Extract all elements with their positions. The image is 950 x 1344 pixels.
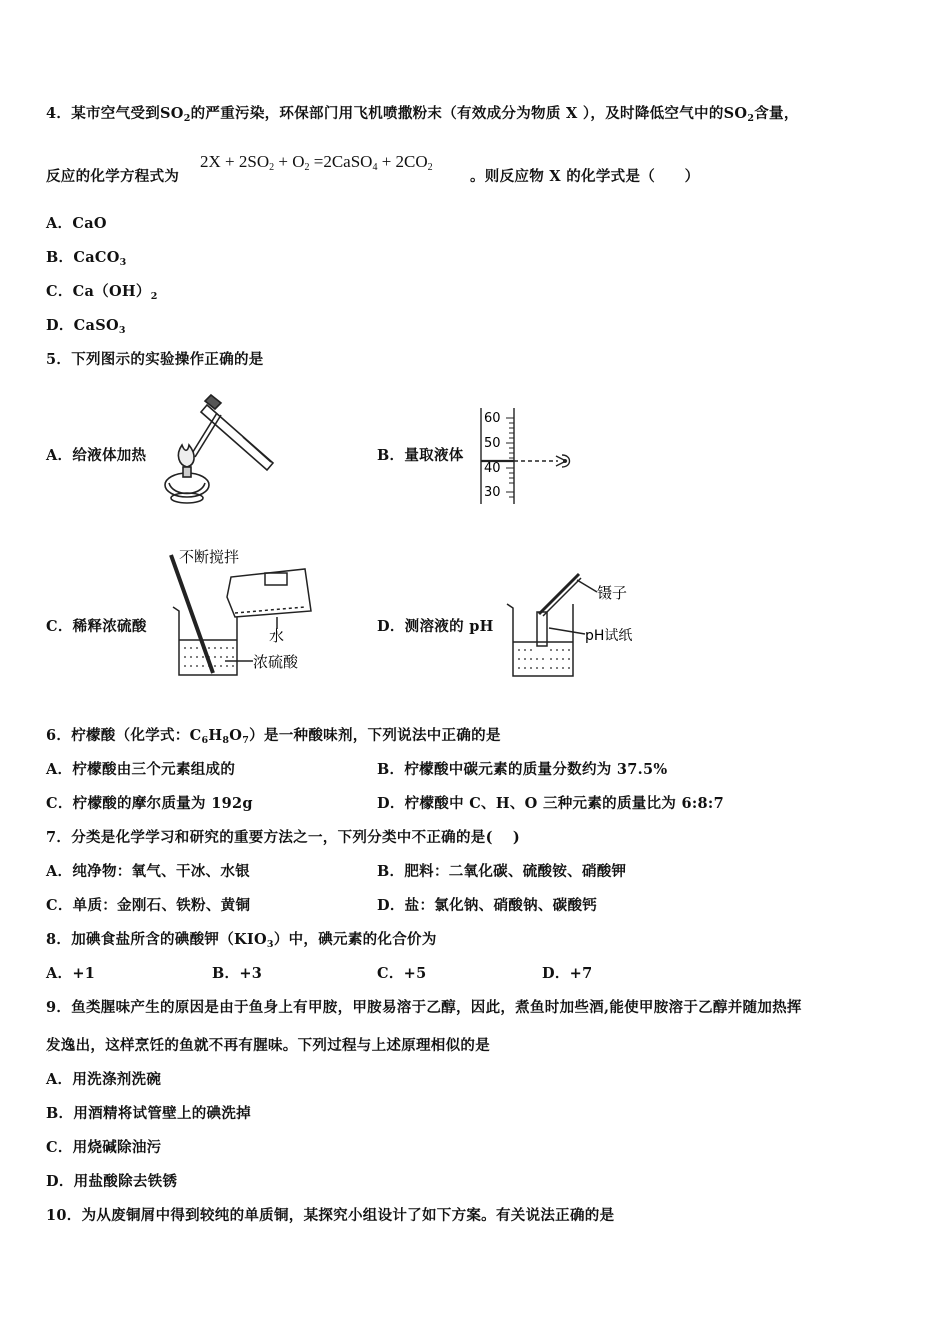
q8-option-c[interactable]: C．+5: [377, 965, 427, 982]
q7-option-a[interactable]: A．纯净物：氧气、干冰、水银: [46, 863, 250, 880]
q5-option-a[interactable]: A．给液体加热: [46, 447, 147, 464]
fig-c-label-water: 水: [269, 627, 285, 645]
q4-option-c[interactable]: C．$Ca(OH)_2$: [46, 283, 158, 302]
q9-stem-line2: 发逸出，这样烹饪的鱼就不再有腥味。下列过程与上述原理相似的是: [46, 1037, 490, 1054]
q5-option-d[interactable]: D．测溶液的 pH: [377, 618, 494, 635]
q7-stem: 7．分类是化学学习和研究的重要方法之一，下列分类中不正确的是( ): [46, 829, 521, 846]
q7-option-d[interactable]: D．盐：氯化钠、硝酸钠、碳酸钙: [377, 897, 598, 914]
q4-stem-line1: 4．某市空气受到$SO_2$的严重污染，环保部门用飞机喷撒粉末（有效成分为物质 X ），及时降低空气中的$SO_2$含量，: [46, 105, 799, 124]
figure-dilute-acid: [165, 545, 325, 680]
q8-option-a[interactable]: A．+1: [46, 965, 96, 982]
q8-option-d[interactable]: D．+7: [542, 965, 593, 982]
fig-d-label-ph-paper: pH试纸: [585, 628, 633, 644]
q5-option-b[interactable]: B．量取液体: [377, 447, 464, 464]
q4-option-b[interactable]: B．CaCO$_3$: [46, 249, 127, 268]
fig-c-label-acid: 浓硫酸: [253, 653, 299, 671]
q10-stem: 10．为从废铜屑中得到较纯的单质铜，某探究小组设计了如下方案。有关说法正确的是: [46, 1207, 615, 1224]
fig-b-tick-50: 50: [484, 436, 501, 451]
q5-stem: 5．下列图示的实验操作正确的是: [46, 351, 264, 368]
q4-option-a[interactable]: A．CaO: [46, 215, 107, 232]
q7-option-c[interactable]: C．单质：金刚石、铁粉、黄铜: [46, 897, 251, 914]
q4-option-d[interactable]: D．CaSO$_3$: [46, 317, 126, 336]
figure-graduated-cylinder: [476, 406, 586, 506]
fig-c-label-stir: 不断搅拌: [179, 548, 240, 566]
q6-option-a[interactable]: A．柠檬酸由三个元素组成的: [46, 761, 236, 778]
q6-option-d[interactable]: D．柠檬酸中 C、H、O 三种元素的质量比为 6:8:7: [377, 795, 724, 812]
q9-option-c[interactable]: C．用烧碱除油污: [46, 1139, 162, 1156]
q9-option-a[interactable]: A．用洗涤剂洗碗: [46, 1071, 162, 1088]
q8-stem: 8．加碘食盐所含的碘酸钾$(KIO_3)$中，碘元素的化合价为: [46, 931, 437, 950]
q4-stem-line2-prefix: 反应的化学方程式为: [46, 168, 180, 185]
q9-option-b[interactable]: B．用酒精将试管壁上的碘洗掉: [46, 1105, 251, 1122]
q5-option-c[interactable]: C．稀释浓硫酸: [46, 618, 147, 635]
fig-b-tick-60: 60: [484, 411, 501, 426]
figure-heating-liquid: [155, 385, 285, 513]
q9-option-d[interactable]: D．用盐酸除去铁锈: [46, 1173, 178, 1190]
q7-option-b[interactable]: B．肥料：二氧化碳、硫酸铵、硝酸钾: [377, 863, 627, 880]
fig-b-tick-30: 30: [484, 485, 501, 500]
fig-d-label-tweezers: 镊子: [597, 584, 628, 602]
q4-equation: $2X + 2SO_2 + O_2$ =2CaSO$_4$ + $2CO_2$: [200, 152, 433, 173]
q6-stem: 6．柠檬酸（化学式：$C_6H_8O_7$）是一种酸味剂，下列说法中正确的是: [46, 727, 501, 746]
q4-stem-line2-suffix: 。则反应物 X 的化学式是（ ）: [470, 168, 700, 185]
q6-option-b[interactable]: B．柠檬酸中碳元素的质量分数约为 37.5%: [377, 761, 668, 778]
q6-option-c[interactable]: C．柠檬酸的摩尔质量为 192g: [46, 795, 253, 812]
fig-b-tick-40: 40: [484, 461, 501, 476]
q8-option-b[interactable]: B．+3: [212, 965, 263, 982]
q9-stem-line1: 9．鱼类腥味产生的原因是由于鱼身上有甲胺，甲胺易溶于乙醇，因此，煮鱼时加些酒,能使甲胺溶于乙醇并随加热挥: [46, 999, 802, 1016]
figure-measure-ph: [505, 572, 645, 682]
